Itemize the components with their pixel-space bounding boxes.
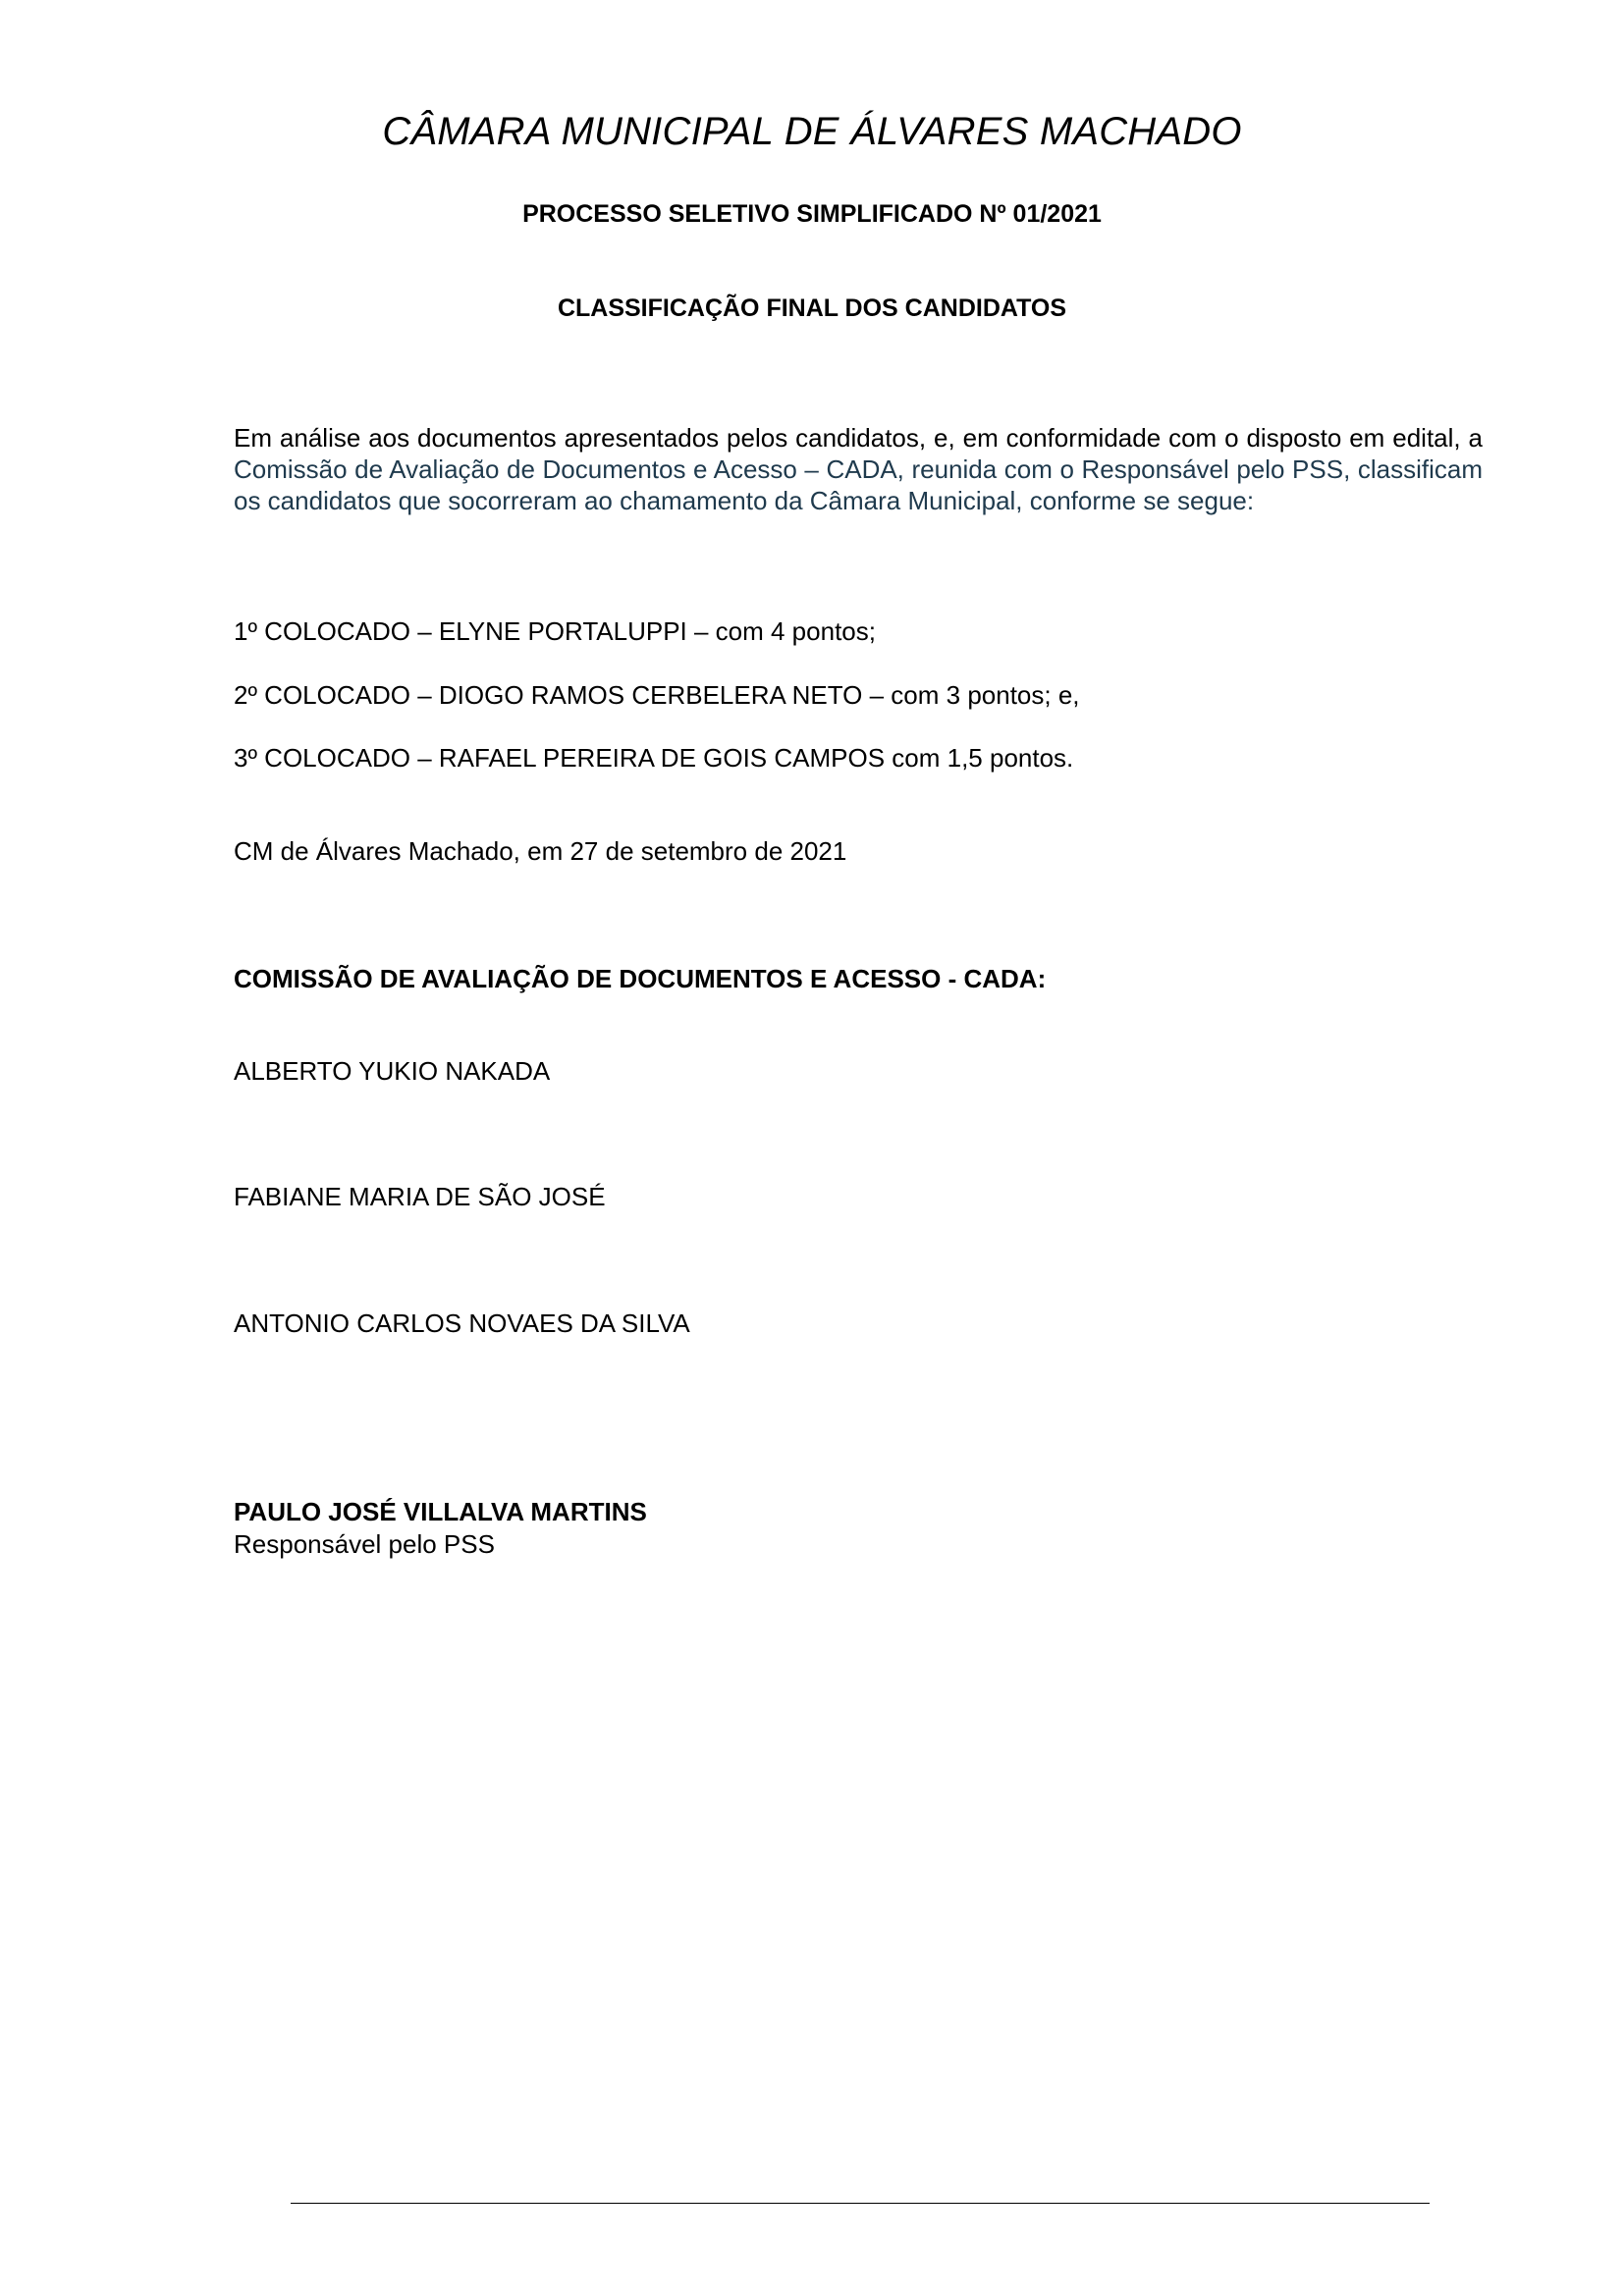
committee-member-1: ALBERTO YUKIO NAKADA: [234, 1056, 551, 1086]
responsible-role: Responsável pelo PSS: [234, 1529, 495, 1559]
date-line: CM de Álvares Machado, em 27 de setembro de 2021: [234, 836, 847, 866]
ranking-item-3: 3º COLOCADO – RAFAEL PEREIRA DE GOIS CAMPOS com 1,5 pontos.: [234, 743, 1074, 773]
committee-member-2: FABIANE MARIA DE SÃO JOSÉ: [234, 1182, 606, 1211]
process-title: PROCESSO SELETIVO SIMPLIFICADO Nº 01/2021: [522, 200, 1102, 228]
footer-rule: [291, 2203, 1430, 2204]
intro-paragraph: [234, 422, 1483, 516]
intro-text-part1: Em análise aos documentos apresentados pelos candidatos, e, em conformidade com o disposto em edital, a: [234, 423, 1483, 453]
ranking-item-2: 2º COLOCADO – DIOGO RAMOS CERBELERA NETO – com 3 pontos; e,: [234, 680, 1080, 710]
classification-title: CLASSIFICAÇÃO FINAL DOS CANDIDATOS: [557, 294, 1067, 322]
committee-title: COMISSÃO DE AVALIAÇÃO DE DOCUMENTOS E ACESSO - CADA:: [234, 964, 1047, 993]
institution-title: CÂMARA MUNICIPAL DE ÁLVARES MACHADO: [382, 110, 1242, 153]
intro-text-part2: Comissão de Avaliação de Documentos e Acesso – CADA, reunida com o Responsável pelo PSS, classificam os candidatos que socorreram ao chamamento da Câmara Municipal, conforme se segue:: [234, 454, 1483, 515]
ranking-item-1: 1º COLOCADO – ELYNE PORTALUPPI – com 4 pontos;: [234, 616, 876, 646]
committee-member-3: ANTONIO CARLOS NOVAES DA SILVA: [234, 1308, 690, 1338]
responsible-name: PAULO JOSÉ VILLALVA MARTINS: [234, 1497, 647, 1526]
